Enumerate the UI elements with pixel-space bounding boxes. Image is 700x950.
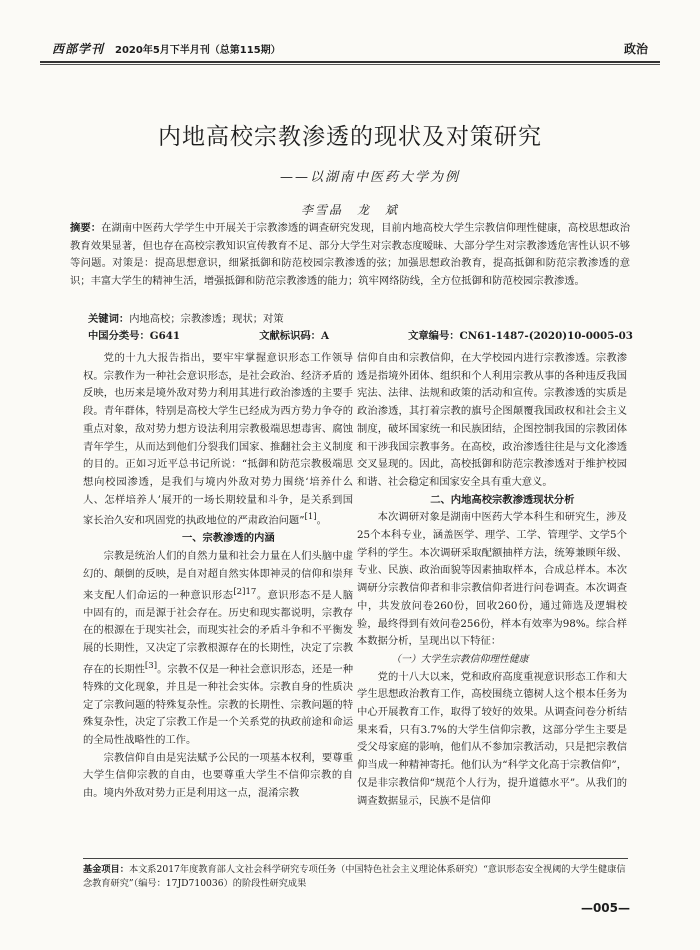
body-column-left [83,350,353,803]
abstract-text: 在湖南中医药大学学生中开展关于宗教渗透的调查研究发现，目前内地高校大学生宗教信仰理性健康，高校思想政治教育效果显著，但也存在高校宗教知识宣传教育不足、部分大学生对宗教态度暧昧、大部分学生对宗教渗透危害性认识不够等问题。对策是：提高思想意识，细紧抵御和防范校园宗教渗透的弦；加强思想政治教育，提高抵御和防范宗教渗透的意识；丰富大学生的精神生活，增强抵御和防范宗教渗透的能力；筑牢网络防线，全方位抵御和防范校园宗教渗透。 [70,222,631,287]
paragraph-text: 。宗教不仅是一种社会意识形态，还是一种特殊的文化现象，并且是一种社会实体。宗教自身的性质决定了宗教问题的特殊复杂性。宗教的长期性、宗教问题的特殊复杂性，决定了宗教工作是一个关系党的执政前途和命运的全局性战略性的工作。 [83,663,354,747]
abstract [70,220,630,290]
keywords-text: 内地高校；宗教渗透；现状；对策 [129,313,284,325]
paragraph-text: 。 [316,514,327,527]
clc-number: 中国分类号：G641 [88,330,181,342]
article-authors: 李雪晶 龙 斌 [300,203,399,217]
header-rule-thin [40,64,660,65]
document-code: 文献标识码：A [259,330,329,342]
article-subtitle: ——以湖南中医药大学为例 [279,170,460,185]
paragraph-text: 宗教是统治人们的自然力量和社会力量在人们头脑中虚幻的、颠倒的反映，是自对超自然实体即神灵的信仰和崇拜来支配人们命运的一种意识形态 [83,550,353,601]
article-title: 内地高校宗教渗透的现状及对策研究 [158,124,542,150]
paragraph: 本次调研对象是湖南中医药大学本科生和研究生，涉及25个本科专业，涵盖医学、理学、工学、管理学、文学5个学科的学生。本次调研采取配额抽样方法，统筹兼顾年级、专业、民族、政治面貌等因素抽取样本，合成总样本。本次调研分宗教信仰者和非宗教信仰者进行问卷调查。本次调查中，共发放问卷260份，回收260份，通过筛选及逻辑校验，最终得到有效问卷256份，样本有效率为98%。综合样本数据分析，呈现出以下特征： [357,511,627,648]
keywords [88,310,284,325]
footnote [83,863,628,891]
section-heading: 一、宗教渗透的内涵 [181,532,275,545]
footnote-text: 本文系2017年度教育部人文社会科学研究专项任务（中国特色社会主义理论体系研究）“意识形态安全视阈的大学生健康信念教育研究”（编号：17JD710036）的阶段性研究成果 [83,864,626,889]
paragraph [83,350,353,530]
paragraph: 宗教信仰自由是宪法赋予公民的一项基本权利，要尊重大学生信仰宗教的自由，也要尊重大学生不信仰宗教的自由。境内外敌对势力正是利用这一点，混淆宗教 [83,751,353,800]
paragraph-text: 党的十九大报告指出，要牢牢掌握意识形态工作领导权。宗教作为一种社会意识形态，是社会政治、经济矛盾的反映，也历来是境外敌对势力利用其进行政治渗透的主要手段。青年群体，特别是高校大学生已经成为西方势力争夺的重点对象，敌对势力想方设法利用宗教极端思想毒害、腐蚀青年学生，从而达到他们分裂我们国家、推翻社会主义制度的目的。正如习近平总书记所说：“抵御和防范宗教极端思想向校园渗透，是我们与境内外敌对势力围绕‘培养什么人、怎样培养人’展开的一场长期较量和斗争，是关系到国家长治久安和巩固党的执政地位的严肃政治问题” [83,352,353,527]
abstract-label: 摘要： [70,222,102,234]
header-rule [40,61,660,63]
citation: [1] [304,512,317,523]
paragraph [83,548,353,750]
paragraph: 党的十八大以来，党和政府高度重视意识形态工作和大学生思想政治教育工作，高校围绕立德树人这个根本任务为中心开展教育工作，取得了较好的效果。从调查问卷分析结果来看，只有3.7%的大学生信仰宗教，这部分学生主要是受父母家庭的影响，他们从不参加宗教活动，只是把宗教信仰当成一种精神寄托。他们认为“科学文化高于宗教信仰”，仅是非宗教信仰“规范个人行为，提升道德水平”。从我们的调查数据显示，民族不是信仰 [357,670,627,807]
journal-issue: 2020年5月下半月刊（总第115期） [115,45,281,56]
article-meta [88,327,633,342]
paragraph-text: 。意识形态不是人脑中固有的，而是源于社会存在。历史和现实都说明，宗教存在的根源在于现实社会，而现实社会的矛盾斗争和不平衡发展的长期性，又决定了宗教根源存在的长期性，决定了宗教存在的长期性 [83,588,354,676]
footnote-rule [83,858,628,859]
section-heading: 二、内地高校宗教渗透现状分析 [430,493,575,506]
page-number: —005— [580,901,630,915]
citation: [3] [144,660,158,671]
section-label: 政治 [623,42,648,56]
footnote-label: 基金项目： [83,864,129,875]
paragraph: 信仰自由和宗教信仰，在大学校园内进行宗教渗透。宗教渗透是指境外团体、组织和个人利用宗教从事的各种违反我国宪法、法律、法规和政策的活动和宣传。宗教渗透的实质是政治渗透，其打着宗教的旗号企图颠覆我国政权和社会主义制度，破坏国家统一和民族团结，企图控制我国的宗教团体和干涉我国宗教事务。在高校，政治渗透往往是与文化渗透交叉显现的。因此，高校抵御和防范宗教渗透对于维护校园和谐、社会稳定和国家安全具有重大意义。 [357,352,627,488]
body-column-right [357,350,627,810]
subsection-heading: （一）大学生宗教信仰理性健康 [391,653,529,665]
citation: [2]17 [233,586,257,597]
journal-name: 西部学刊 [52,42,105,56]
article-number: 文章编号：CN61-1487-(2020)10-0005-03 [408,330,633,342]
keywords-label: 关键词： [88,313,130,325]
